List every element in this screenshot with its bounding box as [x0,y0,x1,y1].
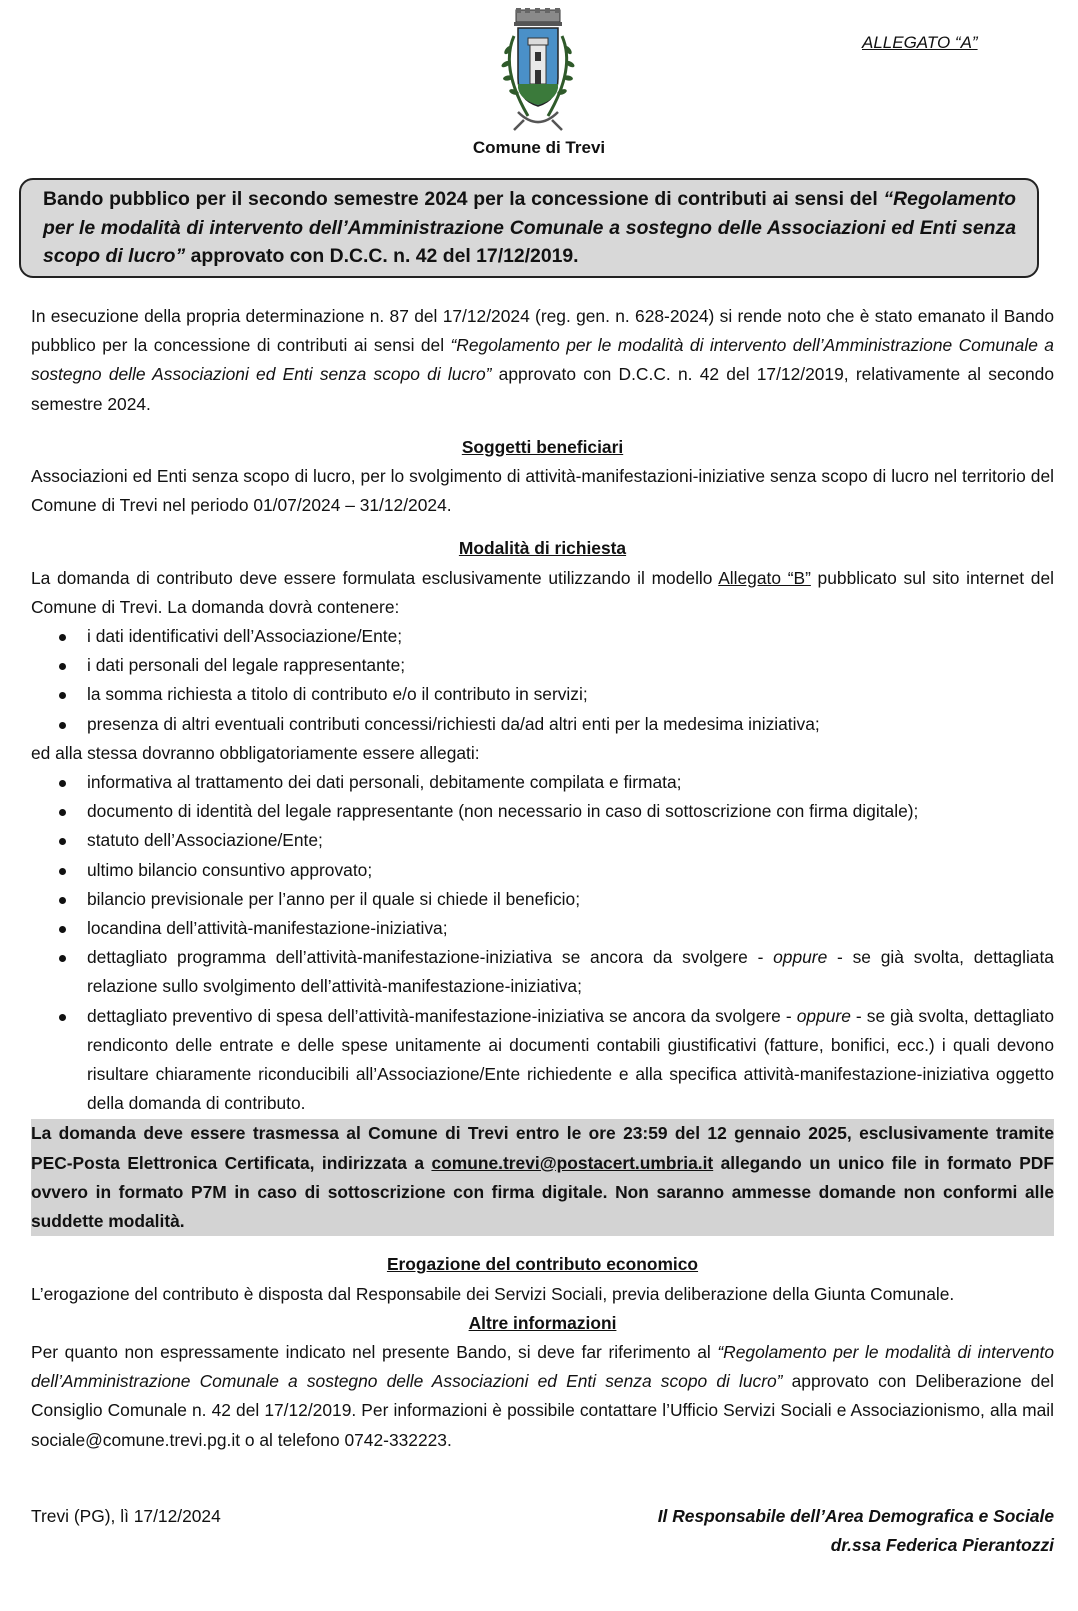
pec-email-link[interactable]: comune.trevi@postacert.umbria.it [431,1152,714,1173]
intro-approval: approvato con D.C.C. n. 42 del 17/12/2019, relativamente al secondo semestre 2024. [31,364,1055,414]
list-item: la somma richiesta a titolo di contributo e/o il contributo in servizi; [31,680,1054,709]
title-text: Bando pubblico per il secondo semestre 2024 per la concessione di contributi ai sensi del [43,188,884,210]
intro-regulation: “Regolamento per le modalità di intervento dell’Amministrazione Comunale a sostegno delle Associazioni ed Enti senza scopo di lucro” [31,335,1054,385]
heading-altre: Altre informazioni [468,1312,617,1333]
list-item: i dati identificativi dell’Associazione/Ente; [31,622,1054,651]
signer-name: dr.ssa Federica Pierantozzi [830,1535,1054,1556]
signer-role: Il Responsabile dell’Area Demografica e Sociale [657,1506,1054,1526]
bando-title-box [19,178,1039,278]
title-approval: approvato con D.C.C. n. 42 del 17/12/2019. [185,245,579,268]
attachments-intro: ed alla stessa dovranno obbligatoriamente essere allegati: [31,742,480,763]
place-date: Trevi (PG), lì 17/12/2024 [31,1506,221,1526]
bullet-icon [59,722,66,729]
list-item: ultimo bilancio consuntivo approvato; [31,856,1054,885]
bullet-icon [59,1014,66,1021]
list-item: dettagliato programma dell’attività-manifestazione-iniziativa se ancora da svolgere - oppure - se già svolta, dettagliata relazione sullo svolgimento dell’attività-manifestazione-iniziativa; [31,943,1054,1001]
list-item: bilancio previsionale per l’anno per il quale si chiede il beneficio; [31,885,1054,914]
altre-text: Per quanto non espressamente indicato nel presente Bando, si deve far riferimento al “Regolamento per le modalità di intervento dell’Amministrazione Comunale a sostegno delle Associazioni ed Enti senza scopo di lucro” approvato con Deliberazione del Consiglio Comunale n. 42 del 17/12/2019. Per informazioni è possibile contattare l’Ufficio Servizi Sociali e Associazionismo, alla mail sociale@comune.trevi.pg.it o al telefono 0742-332223. [31,1341,1054,1450]
heading-soggetti: Soggetti beneficiari [461,436,624,457]
allegato-label: ALLEGATO “A” [862,33,978,52]
modalita-intro-end: pubblicato sul sito internet del Comune di Trevi. La domanda dovrà contenere: [31,567,1055,617]
attachments-list [31,768,1054,1118]
deadline-text-end: allegando un unico file in formato PDF ovvero in formato P7M in caso di sottoscrizione con firma digitale. Non saranno ammesse domande non conformi alle suddette modalità. [31,1152,1054,1232]
erogazione-text: L’erogazione del contributo è disposta dal Responsabile dei Servizi Sociali, previa deliberazione della Giunta Comunale. [31,1283,955,1304]
bullet-icon [59,897,66,904]
list-item: locandina dell’attività-manifestazione-iniziativa; [31,914,1054,943]
bullet-icon [59,809,66,816]
list-item: presenza di altri eventuali contributi concessi/richiesti da/ad altri enti per la medesima iniziativa; [31,710,1054,739]
document-body [31,302,1054,1455]
list-item: i dati personali del legale rappresentante; [31,651,1054,680]
deadline-notice [31,1119,1054,1236]
title-regulation: “Regolamento per le modalità di intervento dell’Amministrazione Comunale a sostegno delle Associazioni ed Enti senza scopo di lucro” [43,188,1016,268]
list-item: documento di identità del legale rappresentante (non necessario in caso di sottoscrizione con firma digitale); [31,797,1054,826]
bullet-icon [59,868,66,875]
bullet-icon [59,926,66,933]
modalita-intro [31,564,1054,622]
bullet-icon [59,838,66,845]
list-item: statuto dell’Associazione/Ente; [31,826,1054,855]
list-item: informativa al trattamento dei dati personali, debitamente compilata e firmata; [31,768,1054,797]
bullet-icon [59,663,66,670]
intro-text: In esecuzione della propria determinazione n. 87 del 17/12/2024 (reg. gen. n. 628-2024) si rende noto che è stato emanato il Bando pubblico per la concessione di contributi ai sensi del [31,306,1054,356]
heading-erogazione: Erogazione del contributo economico [386,1254,699,1275]
bullet-icon [59,634,66,641]
heading-modalita: Modalità di richiesta [458,538,627,559]
bullet-icon [59,692,66,699]
signature-block [658,1502,1054,1560]
bullet-icon [59,780,66,787]
municipality-name: Comune di Trevi [472,138,606,157]
modalita-intro-text: La domanda di contributo deve essere formulata esclusivamente utilizzando il modello [31,567,719,588]
deadline-text: La domanda deve essere trasmessa al Comune di Trevi entro le ore 23:59 del 12 gennaio 2025, esclusivamente tramite PEC-Posta Elettronica Certificata, indirizzata a [31,1123,1054,1173]
list-item: dettagliato preventivo di spesa dell’attività-manifestazione-iniziativa se ancora da svolgere - oppure - se già svolta, dettagliato rendiconto delle entrate e delle spese unitamente ai documenti contabili giustificativi (fatture, bonifici, ecc.) i quali devono risultare chiaramente riconducibili all’Associazione/Ente richiedente e alla specifica attività-manifestazione-iniziativa oggetto della domanda di contributo. [31,1002,1054,1119]
application-contents-list [31,622,1054,739]
bullet-icon [59,955,66,962]
soggetti-text: Associazioni ed Enti senza scopo di lucro, per lo svolgimento di attività-manifestazioni-iniziative senza scopo di lucro nel territorio del Comune di Trevi nel periodo 01/07/2024 – 31/12/2024. [31,466,1054,516]
intro-paragraph [31,302,1054,419]
allegato-b-reference: Allegato “B” [718,567,811,588]
trevi-coat-of-arms [488,8,588,133]
